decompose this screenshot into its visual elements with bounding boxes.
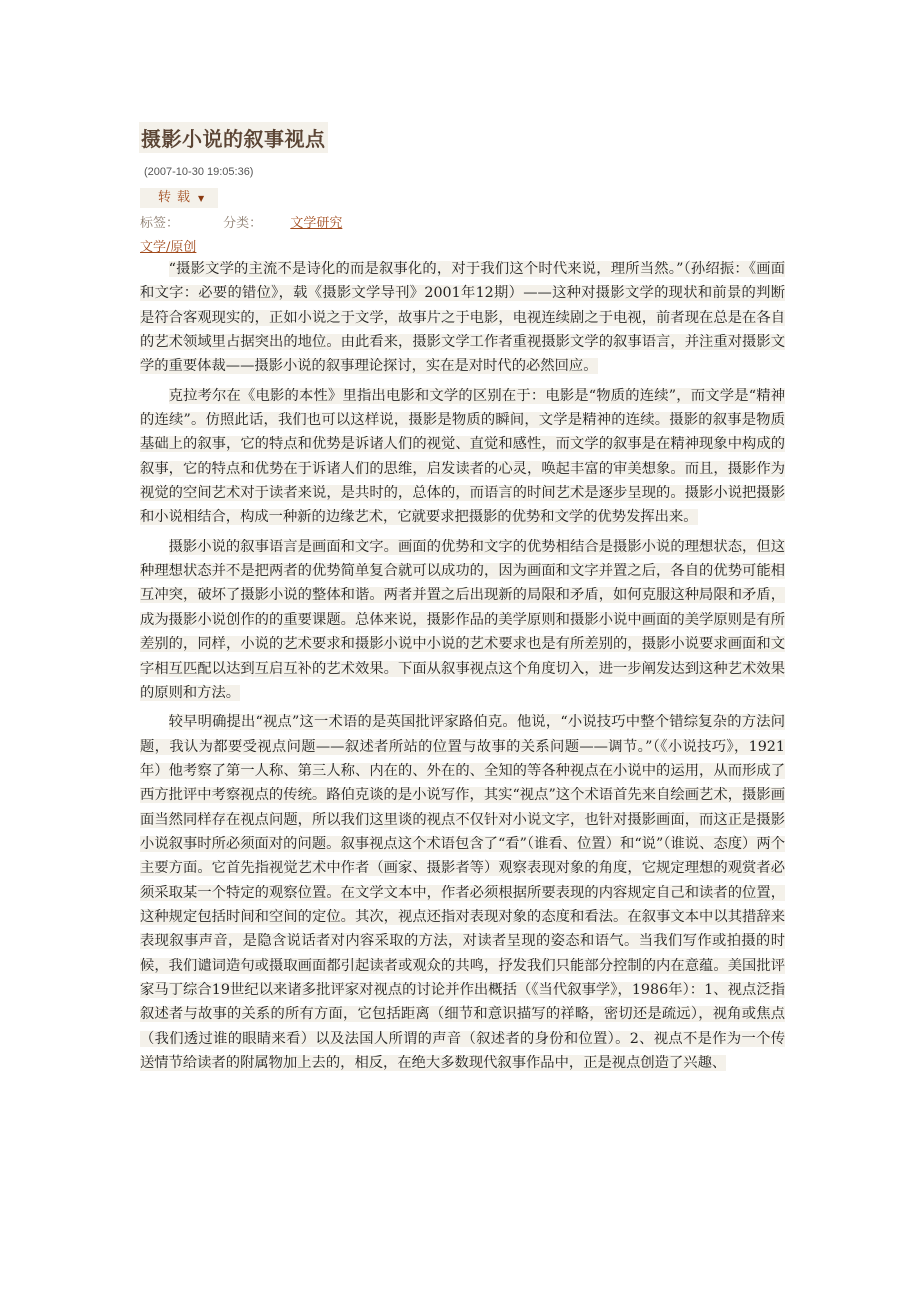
- category-link-literature-original[interactable]: 文学/原创: [140, 240, 197, 255]
- article-meta: [140, 212, 342, 231]
- tags-label: 标签：: [140, 216, 180, 231]
- repost-button[interactable]: [140, 188, 218, 208]
- article-body: [140, 257, 785, 1080]
- article-title: 摄影小说的叙事视点: [139, 122, 328, 153]
- repost-label: 转载: [158, 190, 197, 205]
- article-date: (2007-10-30 19:05:36): [144, 166, 254, 178]
- category-link-literary-research[interactable]: 文学研究: [290, 216, 343, 231]
- category-label: 分类：: [223, 216, 263, 231]
- category-row-2: [140, 236, 196, 255]
- paragraph-1: “摄影文学的主流不是诗化的而是叙事化的，对于我们这个时代来说，理所当然。”（孙绍振：《画面和文字：必要的错位》，载《摄影文学导刊》2001年12期）——这种对摄影文学的现状和前景的判断是符合客观现实的，正如小说之于文学，故事片之于电影，电视连续剧之于电视，前者现在总是在各自的艺术领域里占据突出的地位。由此看来，摄影文学工作者重视摄影文学的叙事语言，并注重对摄影文学的重要体裁——摄影小说的叙事理论探讨，实在是对时代的必然回应。: [140, 261, 785, 375]
- paragraph-2: 克拉考尔在《电影的本性》里指出电影和文学的区别在于：电影是“物质的连续”，而文学是“精神的连续”。仿照此话，我们也可以这样说，摄影是物质的瞬间，文学是精神的连续。摄影的叙事是物质基础上的叙事，它的特点和优势是诉诸人们的视觉、直觉和感性，而文学的叙事是在精神现象中构成的叙事，它的特点和优势在于诉诸人们的思维，启发读者的心灵，唤起丰富的审美想象。而且，摄影作为视觉的空间艺术对于读者来说，是共时的，总体的，而语言的时间艺术是逐步呈现的。摄影小说把摄影和小说相结合，构成一种新的边缘艺术，它就要求把摄影的优势和文学的优势发挥出来。: [140, 387, 785, 526]
- paragraph-4: 较早明确提出“视点”这一术语的是英国批评家路伯克。他说，“小说技巧中整个错综复杂的方法问题，我认为都要受视点问题——叙述者所站的位置与故事的关系问题——调节。”（《小说技巧》，1921年）他考察了第一人称、第三人称、内在的、外在的、全知的等各种视点在小说中的运用，从而形成了西方批评中考察视点的传统。路伯克谈的是小说写作，其实“视点”这个术语首先来自绘画艺术，摄影画面当然同样存在视点问题，所以我们这里谈的视点不仅针对小说文字，也针对摄影画面，而这正是摄影小说叙事时所必须面对的问题。叙事视点这个术语包含了“看”（谁看、位置）和“说”（谁说、态度）两个主要方面。它首先指视觉艺术中作者（画家、摄影者等）观察表现对象的角度，它规定理想的观赏者必须采取某一个特定的观察位置。在文学文本中，作者必须根据所要表现的内容规定自己和读者的位置，这种规定包括时间和空间的定位。其次，视点还指对表现对象的态度和看法。在叙事文本中以其措辞来表现叙事声音，是隐含说话者对内容采取的方法，对读者呈现的姿态和语气。当我们写作或拍摄的时候，我们谴词造句或摄取画面都引起读者或观众的共鸣，抒发我们只能部分控制的内在意蕴。美国批评家马丁综合19世纪以来诸多批评家对视点的讨论并作出概括（《当代叙事学》，1986年）：1、视点泛指叙述者与故事的关系的所有方面，它包括距离（细节和意识描写的祥略，密切还是疏远），视角或焦点（我们透过谁的眼睛来看）以及法国人所谓的声音（叙述者的身份和位置）。2、视点不是作为一个传送情节给读者的附属物加上去的，相反，在绝大多数现代叙事作品中，正是视点创造了兴趣、: [140, 714, 785, 1071]
- dropdown-arrow-icon: ▼: [198, 194, 205, 203]
- paragraph-3: 摄影小说的叙事语言是画面和文字。画面的优势和文字的优势相结合是摄影小说的理想状态，但这种理想状态并不是把两者的优势简单复合就可以成功的，因为画面和文字并置之后，各自的优势可能相互冲突，破坏了摄影小说的整体和谐。两者并置之后出现新的局限和矛盾，如何克服这种局限和矛盾，成为摄影小说创作的的重要课题。总体来说，摄影作品的美学原则和摄影小说中画面的美学原则是有所差别的，同样，小说的艺术要求和摄影小说中小说的艺术要求也是有所差别的，摄影小说要求画面和文字相互匹配以达到互启互补的艺术效果。下面从叙事视点这个角度切入，进一步阐发达到这种艺术效果的原则和方法。: [140, 538, 785, 701]
